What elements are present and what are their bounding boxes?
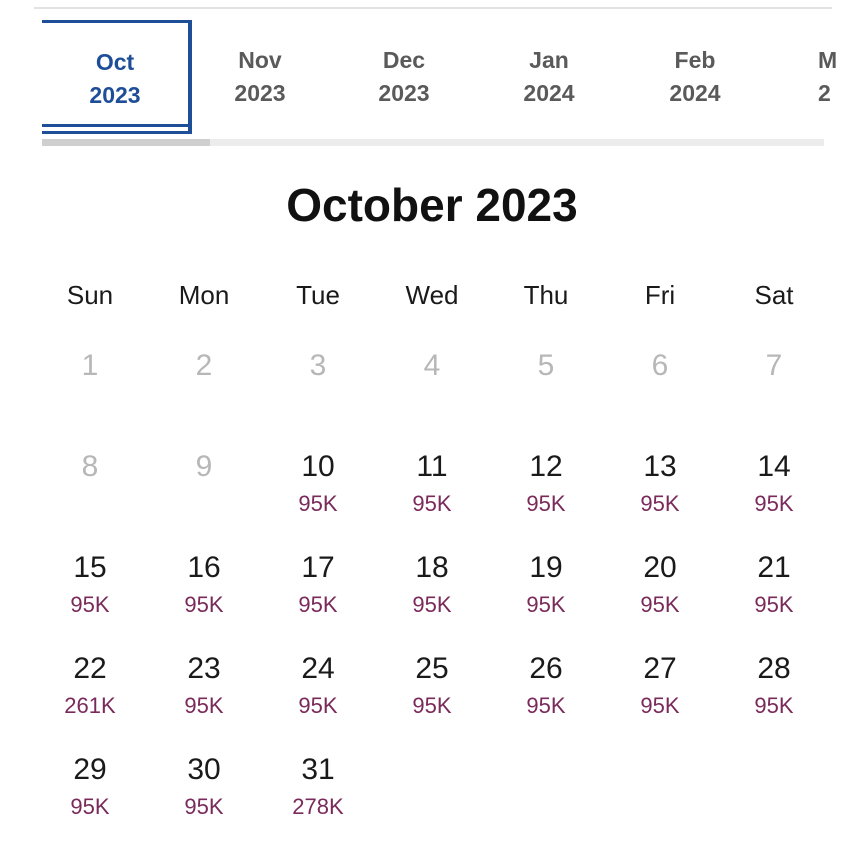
month-tab-month: Jan bbox=[529, 47, 569, 73]
month-selector[interactable] bbox=[0, 0, 864, 160]
day-price: 95K bbox=[754, 592, 794, 617]
day-price: 95K bbox=[526, 491, 566, 516]
calendar-day[interactable] bbox=[261, 752, 375, 848]
day-price: 95K bbox=[184, 592, 224, 617]
selected-month-indicator-bottom bbox=[42, 131, 192, 134]
day-number: 1 bbox=[81, 349, 99, 382]
day-number: 5 bbox=[537, 349, 555, 382]
month-scrollbar-thumb[interactable] bbox=[42, 139, 210, 146]
calendar-day[interactable] bbox=[717, 651, 831, 747]
month-tab-dec-2023[interactable] bbox=[329, 20, 479, 134]
calendar-day[interactable] bbox=[33, 550, 147, 646]
calendar-day bbox=[375, 348, 489, 444]
calendar-day[interactable] bbox=[603, 449, 717, 545]
day-number: 16 bbox=[187, 551, 221, 584]
day-number: 17 bbox=[301, 551, 335, 584]
calendar-day bbox=[717, 348, 831, 444]
calendar-day bbox=[33, 348, 147, 444]
calendar-day[interactable] bbox=[603, 651, 717, 747]
calendar-day bbox=[147, 449, 261, 545]
day-number: 11 bbox=[416, 450, 448, 483]
day-number: 3 bbox=[309, 349, 327, 382]
calendar-day[interactable] bbox=[375, 651, 489, 747]
weekday-label: Tue bbox=[296, 280, 340, 310]
calendar-day[interactable] bbox=[717, 550, 831, 646]
calendar-day[interactable] bbox=[261, 651, 375, 747]
day-number: 6 bbox=[651, 349, 669, 382]
day-price: 95K bbox=[412, 491, 452, 516]
month-tab-year: 2023 bbox=[378, 80, 430, 106]
day-price: 95K bbox=[640, 592, 680, 617]
month-tab-month: Nov bbox=[238, 47, 282, 73]
day-price: 95K bbox=[754, 693, 794, 718]
day-price: 278K bbox=[292, 794, 344, 819]
month-tab-year: 2024 bbox=[669, 80, 721, 106]
month-tab-oct-2023[interactable] bbox=[42, 20, 192, 134]
calendar-day[interactable] bbox=[261, 550, 375, 646]
day-price: 95K bbox=[640, 491, 680, 516]
selected-month-indicator bbox=[42, 124, 192, 127]
calendar-day bbox=[603, 348, 717, 444]
day-price: 95K bbox=[70, 592, 110, 617]
calendar-day bbox=[261, 348, 375, 444]
month-tab-year: 2023 bbox=[234, 80, 286, 106]
calendar-day[interactable] bbox=[489, 449, 603, 545]
day-number: 15 bbox=[73, 551, 107, 584]
day-price: 261K bbox=[64, 693, 116, 718]
calendar-title: October 2023 bbox=[286, 179, 578, 231]
day-price: 95K bbox=[526, 693, 566, 718]
day-number: 21 bbox=[757, 551, 791, 584]
day-number: 31 bbox=[301, 753, 335, 786]
day-price: 95K bbox=[412, 592, 452, 617]
calendar-day bbox=[33, 449, 147, 545]
day-number: 7 bbox=[765, 349, 783, 382]
month-tab-feb-2024[interactable] bbox=[620, 20, 770, 134]
calendar-day[interactable] bbox=[33, 752, 147, 848]
month-tab-month: Dec bbox=[382, 47, 426, 73]
day-number: 18 bbox=[415, 551, 449, 584]
calendar-day bbox=[147, 348, 261, 444]
weekday-label: Sun bbox=[66, 280, 114, 310]
day-price: 95K bbox=[184, 693, 224, 718]
weekday-label: Mon bbox=[178, 280, 230, 310]
calendar-day[interactable] bbox=[147, 752, 261, 848]
calendar-day[interactable] bbox=[261, 449, 375, 545]
month-tab-year: 2 bbox=[818, 80, 831, 106]
day-number: 14 bbox=[757, 450, 791, 483]
day-number: 28 bbox=[757, 652, 791, 685]
day-price: 95K bbox=[70, 794, 110, 819]
day-number: 23 bbox=[187, 652, 221, 685]
calendar-day[interactable] bbox=[147, 550, 261, 646]
calendar-day[interactable] bbox=[33, 651, 147, 747]
day-number: 4 bbox=[423, 349, 441, 382]
calendar-day[interactable] bbox=[489, 550, 603, 646]
day-price: 95K bbox=[298, 491, 338, 516]
day-price: 95K bbox=[412, 693, 452, 718]
day-number: 24 bbox=[301, 652, 335, 685]
day-number: 22 bbox=[73, 652, 107, 685]
day-price: 95K bbox=[184, 794, 224, 819]
day-number: 2 bbox=[195, 349, 213, 382]
day-number: 20 bbox=[643, 551, 677, 584]
day-number: 12 bbox=[529, 450, 563, 483]
weekday-label: Thu bbox=[523, 280, 569, 310]
month-tab-year: 2023 bbox=[89, 81, 141, 108]
calendar-day[interactable] bbox=[375, 550, 489, 646]
weekday-label: Sat bbox=[754, 280, 794, 310]
month-tab-nov-2023[interactable] bbox=[185, 20, 335, 134]
day-number: 25 bbox=[415, 652, 449, 685]
calendar-day[interactable] bbox=[375, 449, 489, 545]
calendar-day[interactable] bbox=[489, 651, 603, 747]
day-price: 95K bbox=[754, 491, 794, 516]
month-tab-month: Oct bbox=[95, 48, 135, 75]
month-tab-month: Feb bbox=[674, 47, 716, 73]
weekday-label: Wed bbox=[405, 280, 459, 310]
day-number: 27 bbox=[643, 652, 677, 685]
weekday-label: Fri bbox=[644, 280, 676, 310]
month-tab-partial[interactable] bbox=[818, 20, 858, 134]
calendar-day[interactable] bbox=[147, 651, 261, 747]
month-scrollbar[interactable] bbox=[42, 139, 824, 146]
month-tab-year: 2024 bbox=[523, 80, 575, 106]
day-number: 9 bbox=[195, 450, 213, 483]
calendar-day[interactable] bbox=[717, 449, 831, 545]
month-tab-month: M bbox=[818, 47, 838, 73]
calendar-day[interactable] bbox=[603, 550, 717, 646]
day-price: 95K bbox=[298, 592, 338, 617]
day-number: 8 bbox=[81, 450, 99, 483]
day-number: 26 bbox=[529, 652, 563, 685]
day-price: 95K bbox=[298, 693, 338, 718]
day-number: 10 bbox=[301, 450, 335, 483]
calendar-day bbox=[489, 348, 603, 444]
day-price: 95K bbox=[526, 592, 566, 617]
day-number: 19 bbox=[529, 551, 563, 584]
day-number: 30 bbox=[187, 753, 221, 786]
day-price: 95K bbox=[640, 693, 680, 718]
month-tab-jan-2024[interactable] bbox=[474, 20, 624, 134]
day-number: 13 bbox=[643, 450, 677, 483]
day-number: 29 bbox=[73, 753, 107, 786]
